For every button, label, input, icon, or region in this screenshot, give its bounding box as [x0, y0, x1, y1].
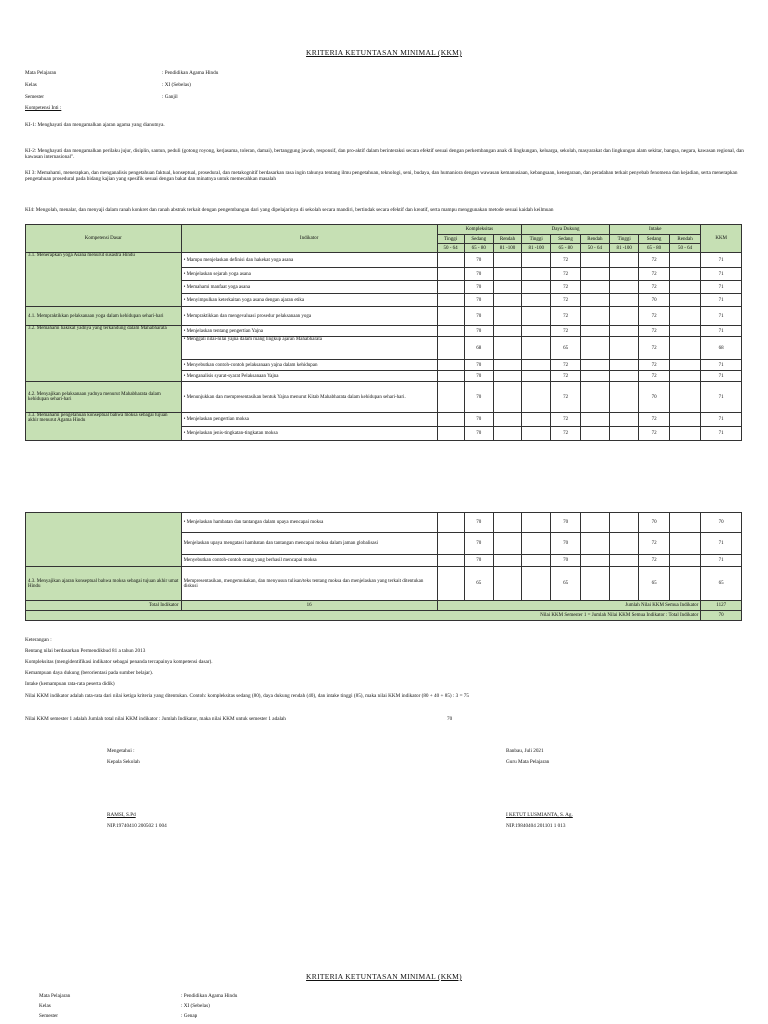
daya-dukung-value: 72: [551, 307, 580, 326]
kompleksitas-value: 70: [464, 326, 493, 337]
indikator-cell: • Menyimpulkan keterkaitan yoga asana dengan ajaran etika: [181, 294, 437, 307]
page2-meta-value: : XI (Sebelas): [181, 1003, 210, 1009]
indikator-cell: • Menyebutkan contoh-contoh pelaksanaan yajna dalam kehidupan: [181, 360, 437, 371]
kompleksitas-value: 70: [464, 307, 493, 326]
range-cell: 50 - 64: [580, 244, 609, 253]
kkm-value: 71: [701, 253, 742, 268]
sign-right-name: I KETUT LUSMIANTA, S. Ag.: [506, 812, 573, 818]
nilai-label: Nilai KKM Semester 1 = Jumlah Nilai KKM Semua Indikator : Total Indikator: [26, 611, 701, 621]
daya-dukung-value: 70: [551, 513, 580, 533]
kompleksitas-value: 70: [464, 427, 493, 441]
kd-cell: 3.1. Menerapkan yoga Asana menurut susastra Hindu: [26, 253, 182, 307]
table-row: [26, 413, 742, 427]
kkm-value: 71: [701, 360, 742, 371]
range-cell: 81 -100: [522, 244, 551, 253]
kompleksitas-value: 70: [464, 371, 493, 382]
kkm-value: 71: [701, 371, 742, 382]
daya-dukung-value: 72: [551, 268, 580, 281]
header-daya-dukung: Daya Dukung: [522, 225, 610, 235]
sign-left-line2: Kepala Sekolah: [107, 759, 140, 765]
kompleksitas-value: 70: [464, 382, 493, 413]
kompleksitas-value: 70: [464, 253, 493, 268]
range-cell: 65 - 80: [639, 244, 669, 253]
header-tinggi: Tinggi: [522, 235, 551, 244]
kompleksitas-value: 70: [464, 413, 493, 427]
daya-dukung-value: 72: [551, 382, 580, 413]
intake-value: 72: [639, 371, 669, 382]
range-cell: 50 - 64: [669, 244, 701, 253]
page2-meta-value: : Genap: [181, 1013, 198, 1019]
kkm-value: 70: [701, 513, 742, 533]
header-kompleksitas: Kompleksitas: [437, 225, 522, 235]
intake-value: 72: [639, 427, 669, 441]
kkm-table-continued: [25, 512, 742, 621]
daya-dukung-value: 65: [551, 567, 580, 601]
indikator-cell: • Menjelaskan pengertian moksa: [181, 413, 437, 427]
ki-4: KI4: Mengolah, menalar, dan menyaji dalam ranah konkret dan ranah abstrak terkait dengan pengembangan dari yang dipelajarinya di sekolah secara mandiri, bertindak secara efektif dan kreatif, serta mampu menggunakan metode sesuai kaidah keilmuan: [25, 207, 554, 213]
kompetensi-inti-label: Kompetensi Inti :: [25, 105, 62, 111]
meta-label-mapel: Mata Pelajaran: [25, 70, 57, 76]
daya-dukung-value: 72: [551, 413, 580, 427]
sign-left-name: RAMSI, S.Pd: [107, 812, 136, 818]
meta-label-kelas: Kelas: [25, 82, 37, 88]
keterangan-line: Intake (kemampuan rata-rata peserta didik): [25, 681, 115, 687]
table-row: [26, 513, 742, 533]
indikator-cell: • Mempraktikkan dan mengevaluasi prosedur pelaksanaan yoga: [181, 307, 437, 326]
intake-value: 70: [639, 513, 669, 533]
kd-cell: 4.3. Menyajikan ajaran konseptual bahwa moksa sebagai tujuan akhir umat Hindu: [26, 567, 182, 601]
total-label: Total Indikator: [26, 601, 182, 611]
range-cell: 50 - 64: [437, 244, 464, 253]
table-row: [26, 253, 742, 268]
jumlah-label: Jumlah Nilai KKM Semua Indikator: [437, 601, 701, 611]
kkm-value: 71: [701, 382, 742, 413]
range-cell: 65 - 80: [464, 244, 493, 253]
intake-value: 72: [639, 268, 669, 281]
indikator-cell: • Menunjukkan dan mempresentasikan bentuk Yajna menurut Kitab Mahabharata dalam kehidupan sehari-hari.: [181, 382, 437, 413]
ki-1: KI-1: Menghayati dan mengamalkan ajaran agama yang dianutnya.: [25, 122, 165, 128]
intake-value: 72: [639, 281, 669, 294]
meta-label-semester: Semester: [25, 94, 45, 100]
kompleksitas-value: 68: [464, 337, 493, 360]
intake-value: 72: [639, 533, 669, 555]
nilai-value: 70: [701, 611, 742, 621]
kkm-value: 71: [701, 555, 742, 567]
sign-left-nip: NIP.19740410 200502 1 004: [107, 823, 167, 829]
page2-title: KRITERIA KETUNTASAN MINIMAL (KKM): [306, 972, 462, 981]
table-row: [26, 567, 742, 601]
sign-left-line1: Mengetahui :: [107, 748, 135, 754]
page2-meta-label: Semester: [39, 1013, 59, 1019]
kompleksitas-value: 70: [464, 533, 493, 555]
kompleksitas-value: 70: [464, 513, 493, 533]
daya-dukung-value: 72: [551, 360, 580, 371]
range-cell: 81 -100: [610, 244, 639, 253]
keterangan-line: Kompleksitas (mengidentifikasi indikator sebagai penanda tercapainya kompetensi dasar).: [25, 659, 213, 665]
intake-value: 72: [639, 413, 669, 427]
kkm-value: 71: [701, 268, 742, 281]
header-sedang: Sedang: [464, 235, 493, 244]
range-cell: 81 -100: [493, 244, 521, 253]
kd-cell: 3.3. Memahami pengetahuan konseptual bahwa moksa sebagai tujuan akhir menurut Agama Hindu: [26, 413, 182, 441]
daya-dukung-value: 72: [551, 371, 580, 382]
indikator-cell: • Menggali nilai-nilai yajna dalam ruang lingkup ajaran Mahabharata: [181, 337, 437, 360]
meta-value-kelas: : XI (Sebelas): [162, 82, 191, 88]
daya-dukung-value: 72: [551, 281, 580, 294]
table-row: [26, 307, 742, 326]
header-rendah: Rendah: [580, 235, 609, 244]
table-row: [26, 382, 742, 413]
daya-dukung-value: 72: [551, 326, 580, 337]
kd-cell: [26, 513, 182, 567]
jumlah-value: 1127: [701, 601, 742, 611]
indikator-cell: • Menjelaskan jenis-tingkatan-tingkatan moksa: [181, 427, 437, 441]
keterangan-title: Keterangan :: [25, 637, 52, 643]
keterangan-semester: Nilai KKM semester 1 adalah Jumlah total nilai KKM indikator : Jumlah Indikator, maka nilai KKM untuk semester 1 adalah: [25, 716, 286, 722]
sign-right-nip: NIP.19840404 201101 1 013: [506, 823, 566, 829]
kd-cell: 4.2. Menyajikan pelaksanaan yadnya menurut Mahabharata dalam kehidupan sehari-hari: [26, 382, 182, 413]
header-sedang: Sedang: [639, 235, 669, 244]
kkm-value: 71: [701, 413, 742, 427]
daya-dukung-value: 72: [551, 294, 580, 307]
intake-value: 65: [639, 567, 669, 601]
page-title: KRITERIA KETUNTASAN MINIMAL (KKM): [306, 48, 462, 57]
kkm-value: 68: [701, 337, 742, 360]
daya-dukung-value: 72: [551, 253, 580, 268]
header-rendah: Rendah: [669, 235, 701, 244]
indikator-cell: Menjelaskan upaya mengatasi hambatan dan tantangan mencapai moksa dalam jaman globalisasi: [181, 533, 437, 555]
total-value: 16: [181, 601, 437, 611]
meta-value-mapel: : Pendidikan Agama Hindu: [162, 70, 219, 76]
indikator-cell: • Menjelaskan hambatan dan tantangan dalam upaya mencapai moksa: [181, 513, 437, 533]
table-row: [26, 326, 742, 337]
header-tinggi: Tinggi: [610, 235, 639, 244]
kkm-table: [25, 224, 742, 441]
kkm-value: 71: [701, 281, 742, 294]
meta-value-semester: : Ganjil: [162, 94, 178, 100]
range-cell: 65 - 80: [551, 244, 580, 253]
kompleksitas-value: 70: [464, 360, 493, 371]
kkm-value: 71: [701, 533, 742, 555]
indikator-cell: • Menjelaskan sejarah yoga asana: [181, 268, 437, 281]
header-sedang: Sedang: [551, 235, 580, 244]
kkm-value: 71: [701, 294, 742, 307]
header-intake: Intake: [610, 225, 701, 235]
header-tinggi: Tinggi: [437, 235, 464, 244]
intake-value: 72: [639, 337, 669, 360]
ki-3: KI 3: Memahami, menerapkan, dan menganalisis pengetahuan faktual, konseptual, prosedural, dan metakognitif berdasarkan rasa ingin tahunya tentang ilmu pengetahuan, teknologi, seni, budaya, dan humaniora dengan wawasan kemanusiaan, kebangsaan, kenegaraan, dan peradaban terkait penyebab fenomena dan kejadian, serta menerapkan pengetahuan prosedural pada bidang kajian yang spesifik sesuai dengan bakat dan minatnya untuk memecahkan masalah: [25, 170, 738, 183]
page2-meta-label: Mata Pelajaran: [39, 993, 71, 999]
intake-value: 70: [639, 382, 669, 413]
ki-2: KI-2: Menghayati dan mengamalkan perilaku jujur, disiplin, santun, peduli (gotong royong, kerjasama, toleran, damai), bertanggung jawab, responsif, dan pro-aktif dalam berinteraksi secara efektif sesuai dengan perkembangan anak di lingkungan, keluarga, sekolah, masyarakat dan lingkungan alam sekitar, bangsa, negara, kawasan regional, dan kawasan internasional".: [25, 148, 744, 161]
kompleksitas-value: 65: [464, 567, 493, 601]
kkm-value: 71: [701, 307, 742, 326]
header-rendah: Rendah: [493, 235, 521, 244]
header-kd: Kompetensi Dasar: [26, 225, 182, 253]
indikator-cell: • Menjelaskan tentang pengertian Yajna: [181, 326, 437, 337]
total-row: [26, 601, 742, 611]
intake-value: 72: [639, 307, 669, 326]
header-kkm: KKM: [701, 225, 742, 253]
sign-right-line2: Guru Mata Pelajaran: [506, 759, 550, 765]
intake-value: 72: [639, 326, 669, 337]
page2-meta-value: : Pendidikan Agama Hindu: [181, 993, 238, 999]
kompleksitas-value: 70: [464, 294, 493, 307]
keterangan-line: Rentang nilai berdasarkan Permendikbud 81 a tahun 2013: [25, 648, 146, 654]
indikator-cell: Mempresentasikan, mengemukakan, dan menyusun tulisan/teks tentang moksa dan menjelaskan yang terkait ditentukan diskusi: [181, 567, 437, 601]
kkm-value: 65: [701, 567, 742, 601]
indikator-cell: Menyebutkan contoh-contoh orang yang berhasil mencapai moksa: [181, 555, 437, 567]
nilai-row: [26, 611, 742, 621]
intake-value: 72: [639, 253, 669, 268]
daya-dukung-value: 70: [551, 533, 580, 555]
keterangan-line: Kemampuan daya dukung (berorientasi pada sumber belajar).: [25, 670, 154, 676]
daya-dukung-value: 72: [551, 427, 580, 441]
sign-right-place-date: Banbau, Juli 2021: [506, 748, 544, 754]
intake-value: 72: [639, 360, 669, 371]
kd-cell: 3.2. Memahami hakikat yadnya yang terkandung dalam Mahabharata: [26, 326, 182, 382]
kompleksitas-value: 70: [464, 281, 493, 294]
intake-value: 72: [639, 555, 669, 567]
indikator-cell: • Mampu menjelaskan definisi dan hakekat yoga asana: [181, 253, 437, 268]
kkm-value: 71: [701, 326, 742, 337]
kkm-value: 71: [701, 427, 742, 441]
kkm-semester-value: 70: [447, 716, 453, 722]
header-indikator: Indikator: [181, 225, 437, 253]
kd-cell: 4.1. Mempraktikkan pelaksanaan yoga dalam kehidupan sehari-hari: [26, 307, 182, 326]
daya-dukung-value: 70: [551, 555, 580, 567]
keterangan-contoh: Nilai KKM indikator adalah rata-rata dari nilai ketiga kriteria yang ditentukan. Contoh: kompleksitas sedang (80), daya dukung rendah (40), dan intake tinggi (85), maka nilai KKM indikator (80 + 40 + 85) : 3 = 75: [25, 693, 469, 699]
indikator-cell: • Menganalisis syarat-syarat Pelaksanaan Yajna: [181, 371, 437, 382]
indikator-cell: • Memahami manfaat yoga asana: [181, 281, 437, 294]
page2-meta-label: Kelas: [39, 1003, 51, 1009]
kompleksitas-value: 70: [464, 555, 493, 567]
daya-dukung-value: 65: [551, 337, 580, 360]
kompleksitas-value: 70: [464, 268, 493, 281]
intake-value: 70: [639, 294, 669, 307]
